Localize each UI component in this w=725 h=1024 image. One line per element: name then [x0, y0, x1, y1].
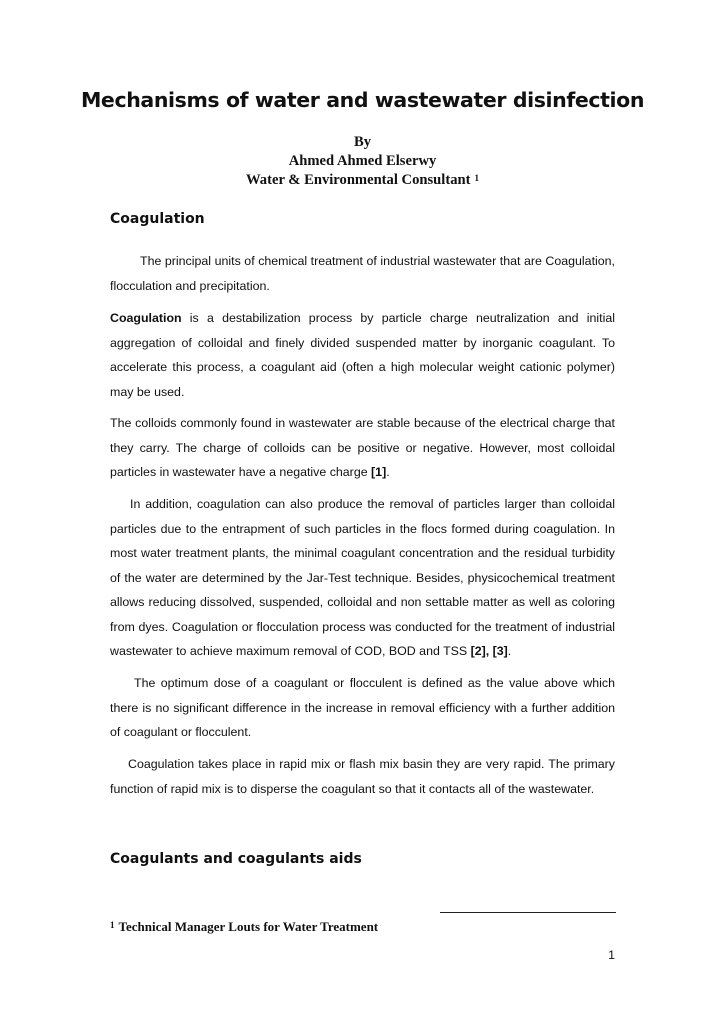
citation-1: [1] [371, 465, 387, 479]
paragraph-4 [110, 492, 615, 664]
footnote [110, 919, 378, 935]
paragraph-4-end: . [507, 644, 512, 658]
paragraph-3 [110, 411, 615, 485]
section-heading-coagulation: Coagulation [110, 211, 205, 227]
paragraph-3-end: . [386, 465, 390, 479]
paragraph-5: The optimum dose of a coagulant or flocculent is defined as the value above which there is no significant difference in the increase in removal efficiency with a further addition of coagulant or flocculent. [110, 676, 615, 739]
author-name: Ahmed Ahmed Elserwy [288, 153, 437, 169]
byline-by: By [353, 134, 372, 150]
paragraph-4-text: In addition, coagulation can also produce the removal of particles larger than colloidal particles due to the entrapment of such particles in the flocs formed during coagulation. In most water treatment plants, the minimal coagulant concentration and the residual turbidity of the water are determined by the Jar-Test technique. Besides, physicochemical treatment allows reducing dissolved, suspended, colloidal and non settable matter as well as coloring from dyes. Coagulation or flocculation process was conducted for the treatment of industrial wastewater to achieve maximum removal of COD, BOD and TSS [110, 497, 615, 658]
affiliation-footnote-mark: 1 [474, 173, 479, 183]
footnote-mark: 1 [110, 920, 115, 930]
paragraph-3-text: The colloids commonly found in wastewater are stable because of the electrical charge that they carry. The charge of colloids can be positive or negative. However, most colloidal particles in wastewater have a negative charge [110, 416, 615, 479]
document-title: Mechanisms of water and wastewater disinfection [80, 88, 645, 112]
affiliation-text: Water & Environmental Consultant [246, 172, 471, 188]
paragraph-1: The principal units of chemical treatment of industrial wastewater that are Coagulation, flocculation and precipitation. [110, 254, 615, 293]
footnote-text: Technical Manager Louts for Water Treatment [118, 919, 379, 934]
footnote-separator [440, 912, 616, 913]
paragraph-6: Coagulation takes place in rapid mix or flash mix basin they are very rapid. The primary function of rapid mix is to disperse the coagulant so that it contacts all of the wastewater. [110, 757, 615, 796]
author-affiliation [0, 172, 725, 189]
section-heading-coagulants: Coagulants and coagulants aids [110, 851, 362, 867]
term-coagulation: Coagulation [110, 311, 182, 325]
citation-2-3: [2], [3] [470, 644, 508, 658]
paragraph-2-text: is a destabilization process by particle charge neutralization and initial aggregation of colloidal and finely divided suspended matter by inorganic coagulant. To accelerate this process, a coagulant aid (often a high molecular weight cationic polymer) may be used. [110, 311, 615, 399]
paragraph-2 [110, 306, 615, 404]
page-number: 1 [608, 948, 615, 962]
